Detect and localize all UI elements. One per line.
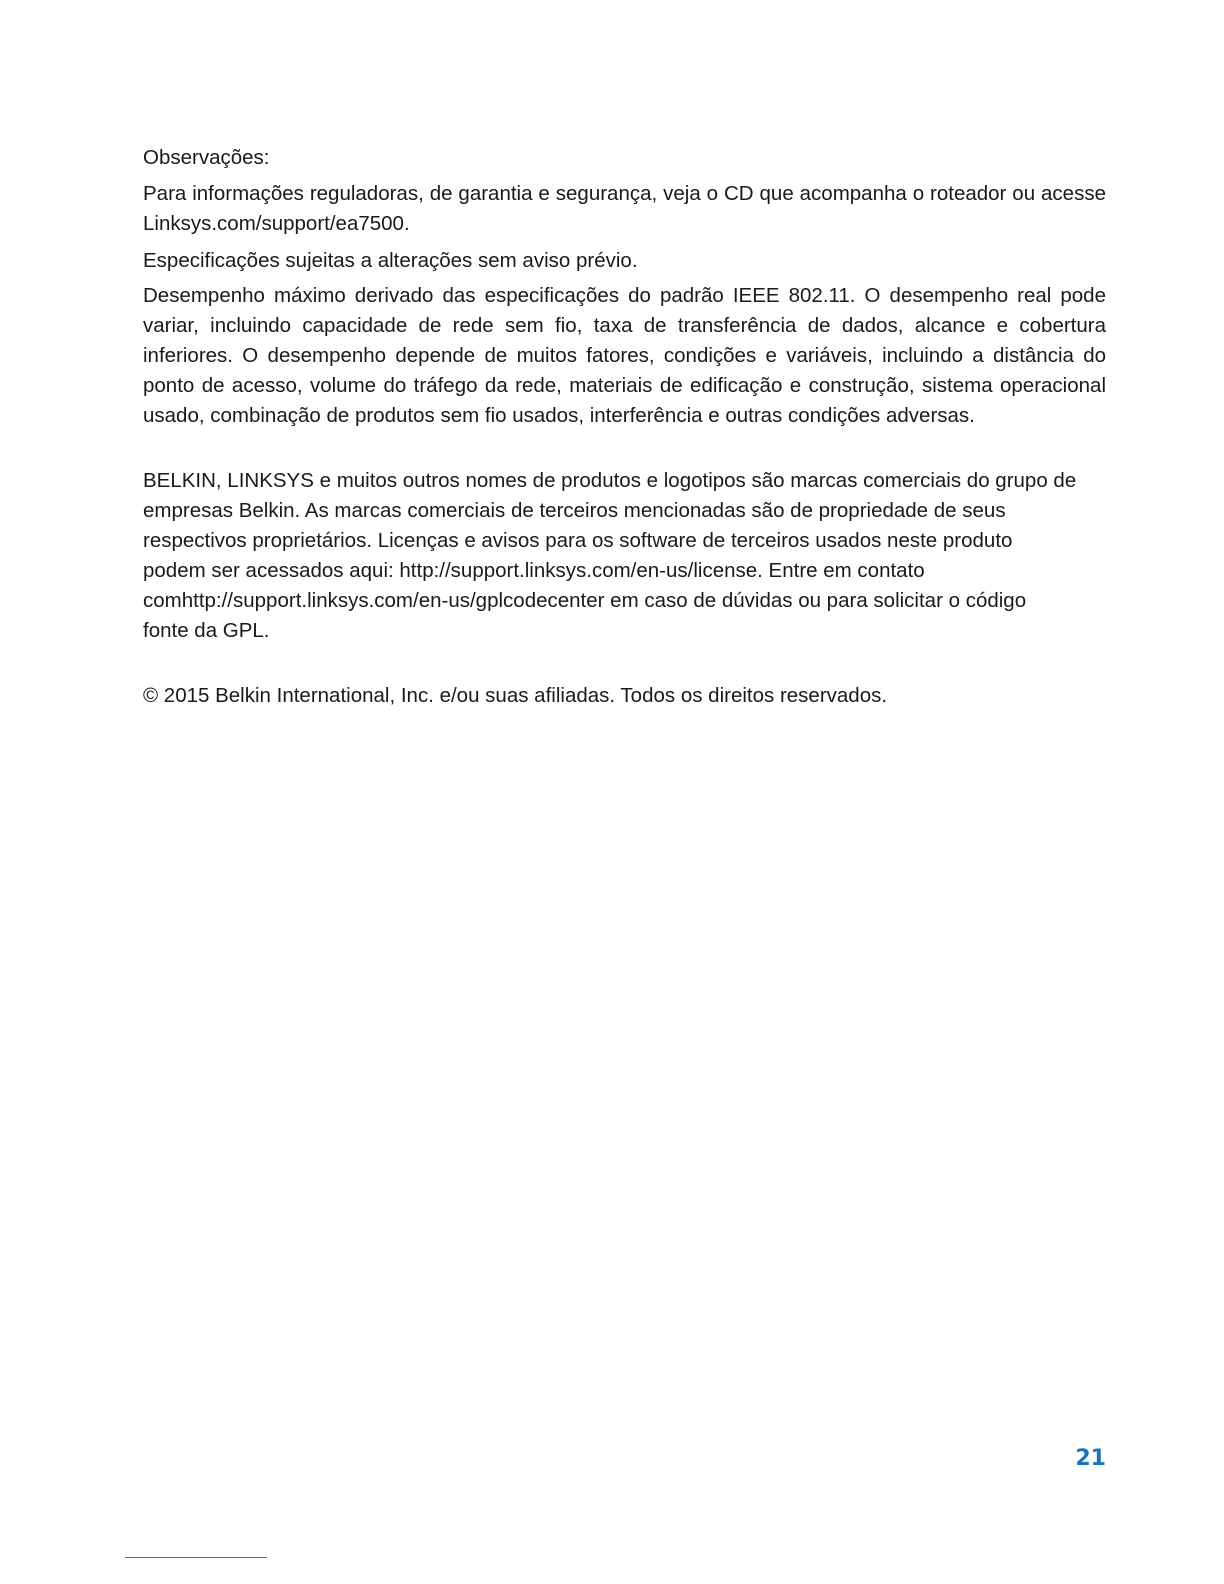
performance-disclaimer: Desempenho máximo derivado das especificações do padrão IEEE 802.11. O desempenho real pode variar, incluindo capacidade de rede sem fio, taxa de transferência de dados, alcance e cobertura inferiores. O desempenho depende de muitos fatores, condições e variáveis, incluindo a distância do ponto de acesso, volume do tráfego da rede, materiais de edificação e construção, sistema operacional usado, combinação de produtos sem fio usados, interferência e outras condições adversas. xyxy=(143,284,1106,427)
regulatory-note: Para informações reguladoras, de garantia e segurança, veja o CD que acompanha o roteador ou acesse Linksys.com/support/ea7500. xyxy=(143,182,1106,235)
page-content xyxy=(143,143,1106,711)
trademark-notice xyxy=(143,466,1106,646)
specifications-notice: Especificações sujeitas a alterações sem aviso prévio. xyxy=(143,249,638,272)
copyright-notice: © 2015 Belkin International, Inc. e/ou suas afiliadas. Todos os direitos reservados. xyxy=(143,684,888,707)
page-number: 21 xyxy=(1075,1446,1106,1471)
trademark-line: podem ser acessados aqui: http://support.linksys.com/en-us/license. Entre em contato xyxy=(143,559,925,582)
trademark-line: comhttp://support.linksys.com/en-us/gplcodecenter em caso de dúvidas ou para solicitar o código xyxy=(143,589,1027,612)
trademark-line: fonte da GPL. xyxy=(143,619,270,642)
trademark-line: empresas Belkin. As marcas comerciais de terceiros mencionadas são de propriedade de seus xyxy=(143,499,1006,522)
trademark-line: respectivos proprietários. Licenças e avisos para os software de terceiros usados neste produto xyxy=(143,529,1013,552)
trademark-line: BELKIN, LINKSYS e muitos outros nomes de produtos e logotipos são marcas comerciais do grupo de xyxy=(143,469,1077,492)
footer-divider xyxy=(125,1557,267,1558)
notes-heading: Observações: xyxy=(143,146,270,169)
